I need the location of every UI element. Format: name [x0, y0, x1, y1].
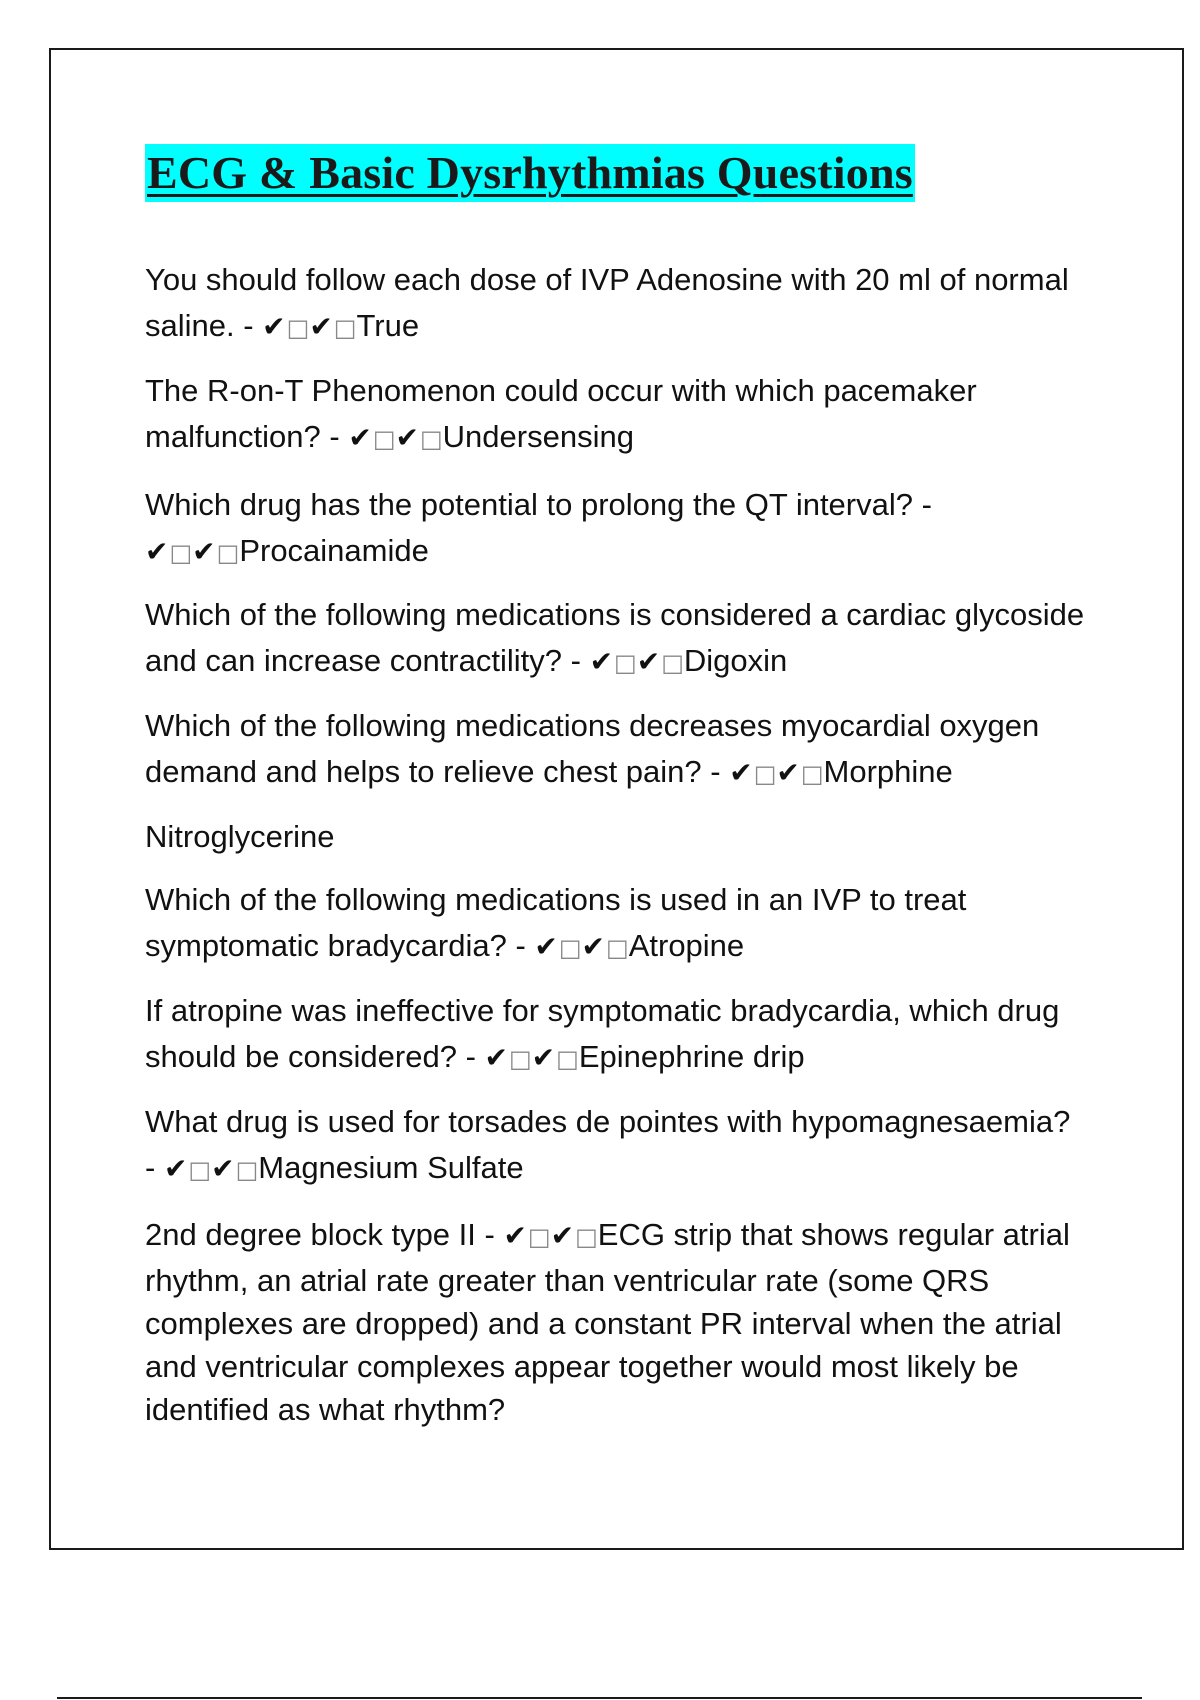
- answer-text: Digoxin: [683, 643, 788, 678]
- check-mark-icon: ✔: [503, 1219, 528, 1252]
- check-mark-icon: ✔: [534, 930, 559, 963]
- question-text: You should follow each dose of IVP Adenosine with 20 ml of normal saline.: [145, 262, 1069, 343]
- qa-item: [145, 988, 1085, 1082]
- check-mark-icon: ✔: [484, 1041, 509, 1074]
- separator: -: [475, 1217, 504, 1252]
- box-icon: □: [286, 314, 310, 342]
- qa-item: [145, 877, 1085, 971]
- answer-text: Undersensing: [442, 419, 634, 454]
- question-text: Which of the following medications decreases myocardial oxygen demand and helps to relieve chest pain?: [145, 708, 1040, 789]
- answer-text: Magnesium Sulfate: [258, 1150, 524, 1185]
- footer-divider: [57, 1697, 1142, 1699]
- answer-text: True: [356, 308, 420, 343]
- question-text: Which of the following medications is considered a cardiac glycoside and can increase contractility?: [145, 597, 1085, 678]
- check-mark-icon: ✔: [589, 645, 615, 678]
- box-icon: □: [372, 425, 396, 453]
- box-icon: □: [614, 649, 637, 677]
- check-mark-icon: ✔: [636, 645, 662, 678]
- check-mark-icon: ✔: [348, 421, 373, 454]
- box-icon: □: [188, 1156, 212, 1184]
- question-text: Nitroglycerine: [145, 819, 335, 854]
- separator: -: [506, 928, 535, 963]
- box-icon: □: [661, 649, 684, 677]
- box-icon: □: [216, 539, 240, 567]
- separator: -: [320, 419, 349, 454]
- question-text: The R-on-T Phenomenon could occur with which pacemaker malfunction?: [145, 373, 977, 454]
- question-text: What drug is used for torsades de pointes with hypomagnesaemia?: [145, 1104, 1071, 1139]
- check-mark-icon: ✔: [163, 1152, 189, 1185]
- qa-item: [145, 814, 1085, 860]
- answer-text: Atropine: [628, 928, 745, 963]
- answer-text: Procainamide: [239, 533, 429, 568]
- box-icon: □: [753, 760, 777, 788]
- answer-text: ECG strip that shows regular atrial rhythm, an atrial rate greater than ventricular rate (some QRS complexes are dropped) and a constant PR interval when the atrial and ventricular complexes appear together would most likely be identified as what rhythm?: [145, 1217, 1070, 1427]
- box-icon: □: [800, 760, 824, 788]
- answer-text: Morphine: [823, 754, 953, 789]
- qa-item: [145, 482, 1085, 576]
- box-icon: □: [419, 425, 443, 453]
- box-icon: □: [169, 539, 193, 567]
- qa-item: [145, 368, 1085, 462]
- qa-item: [145, 592, 1085, 686]
- box-icon: □: [235, 1156, 259, 1184]
- qa-item: [145, 1213, 1085, 1431]
- answer-text: Epinephrine drip: [578, 1039, 805, 1074]
- box-icon: □: [527, 1223, 551, 1251]
- box-icon: □: [606, 934, 629, 962]
- check-mark-icon: ✔: [145, 535, 170, 568]
- check-mark-icon: ✔: [192, 535, 217, 568]
- title-highlight: [145, 144, 915, 202]
- separator: -: [234, 308, 263, 343]
- box-icon: □: [333, 314, 357, 342]
- separator: -: [145, 1150, 164, 1185]
- qa-item: [145, 257, 1085, 351]
- question-text: 2nd degree block type II: [145, 1217, 476, 1252]
- separator: -: [701, 754, 730, 789]
- box-icon: □: [558, 934, 582, 962]
- question-text: Which of the following medications is used in an IVP to treat symptomatic bradycardia?: [145, 882, 967, 963]
- check-mark-icon: ✔: [550, 1219, 576, 1252]
- check-mark-icon: ✔: [309, 310, 334, 343]
- check-mark-icon: ✔: [776, 756, 801, 789]
- question-text: If atropine was ineffective for symptomatic bradycardia, which drug should be considered?: [145, 993, 1060, 1074]
- box-icon: □: [508, 1045, 532, 1073]
- document-title: ECG & Basic Dysrhythmias Questions: [147, 147, 913, 198]
- question-text: Which drug has the potential to prolong the QT interval?: [145, 487, 913, 522]
- check-mark-icon: ✔: [531, 1041, 557, 1074]
- check-mark-icon: ✔: [581, 930, 607, 963]
- separator: -: [562, 643, 590, 678]
- box-icon: □: [556, 1045, 579, 1073]
- qa-item: [145, 703, 1085, 797]
- check-mark-icon: ✔: [211, 1152, 236, 1185]
- separator: -: [913, 487, 932, 522]
- check-mark-icon: ✔: [729, 756, 754, 789]
- check-mark-icon: ✔: [262, 310, 287, 343]
- box-icon: □: [575, 1223, 598, 1251]
- qa-item: [145, 1099, 1085, 1193]
- separator: -: [456, 1039, 485, 1074]
- check-mark-icon: ✔: [395, 421, 420, 454]
